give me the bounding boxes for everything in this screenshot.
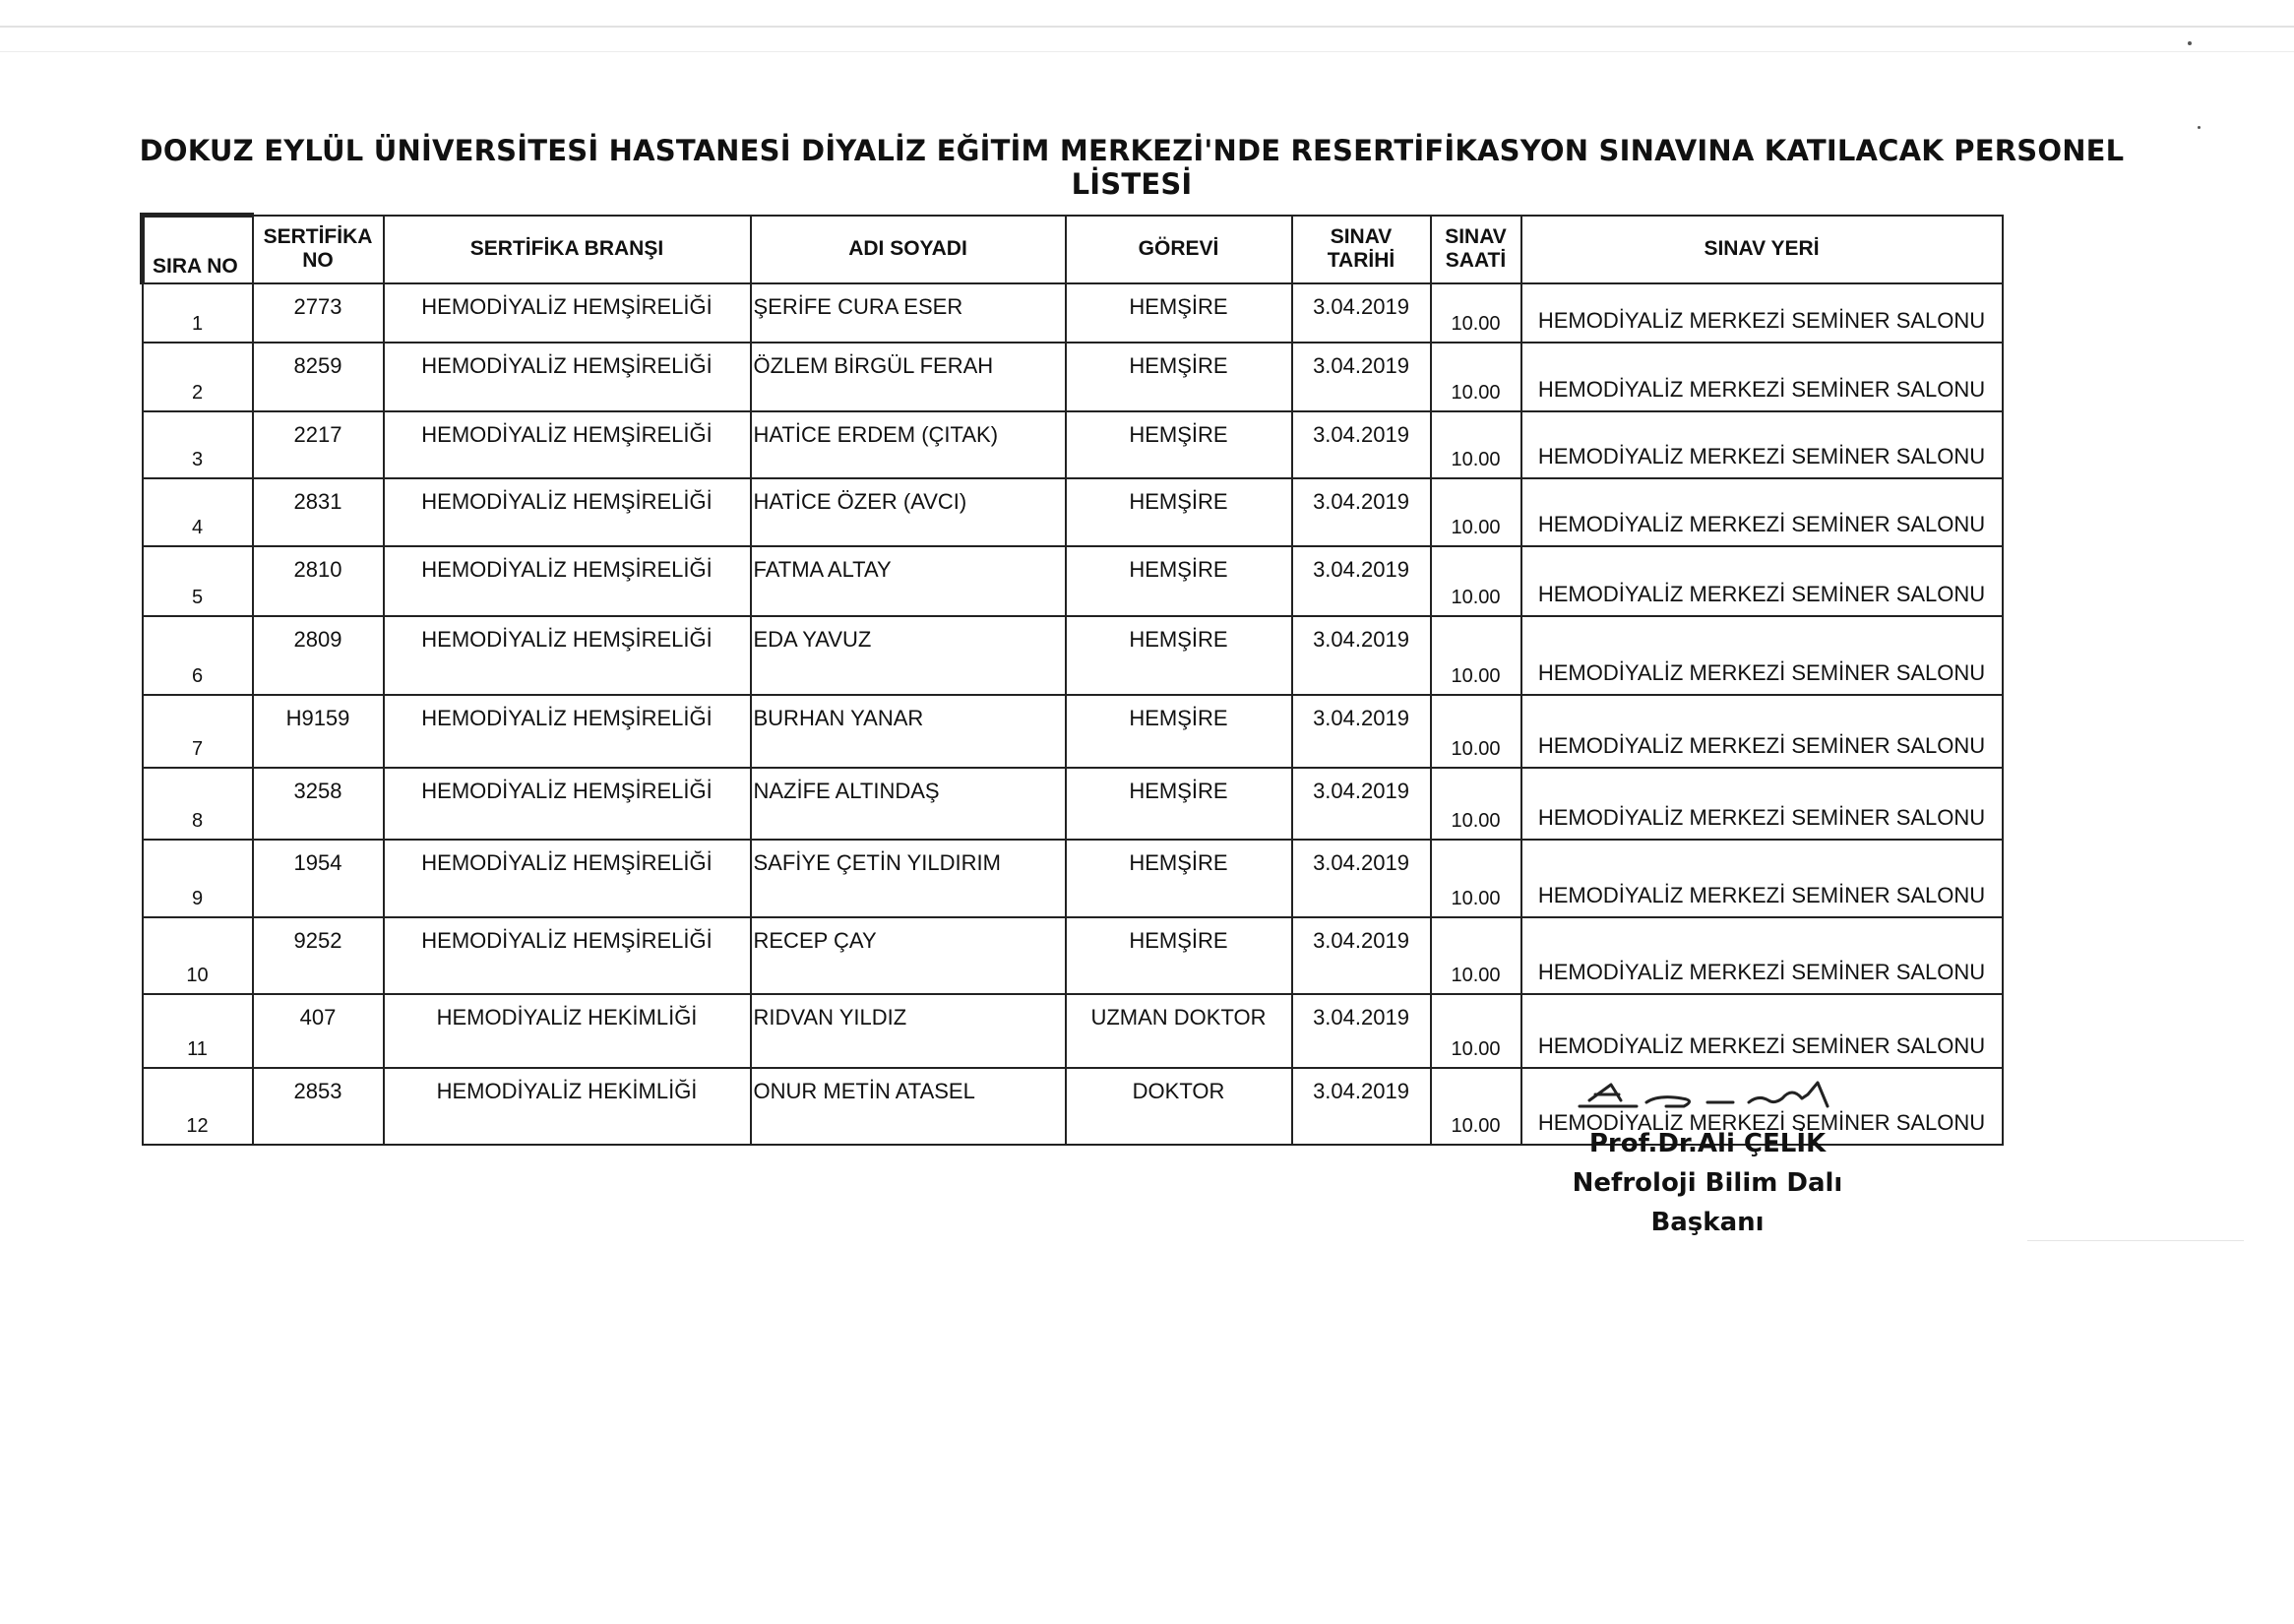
cell-gorevi: HEMŞİRE bbox=[1066, 695, 1292, 768]
cell-gorevi: HEMŞİRE bbox=[1066, 283, 1292, 343]
table-row bbox=[143, 283, 2003, 343]
cell-adi-soyadi: HATİCE ÖZER (AVCI) bbox=[751, 478, 1066, 546]
cell-sinav-tarihi: 3.04.2019 bbox=[1292, 616, 1431, 695]
cell-sinav-tarihi: 3.04.2019 bbox=[1292, 411, 1431, 478]
header-sertifika-bransi: SERTİFİKA BRANŞI bbox=[384, 216, 751, 284]
cell-sinav-saati: 10.00 bbox=[1431, 411, 1521, 478]
cell-adi-soyadi: ONUR METİN ATASEL bbox=[751, 1068, 1066, 1145]
header-sertifika-no: SERTİFİKA NO bbox=[253, 216, 384, 284]
signatory-title: Nefroloji Bilim Dalı Başkanı bbox=[1572, 1168, 1843, 1237]
cell-sinav-tarihi: 3.04.2019 bbox=[1292, 695, 1431, 768]
cell-sinav-tarihi: 3.04.2019 bbox=[1292, 768, 1431, 840]
cell-sertifika-no: 2810 bbox=[253, 546, 384, 616]
cell-adi-soyadi: ÖZLEM BİRGÜL FERAH bbox=[751, 343, 1066, 411]
cell-adi-soyadi: BURHAN YANAR bbox=[751, 695, 1066, 768]
cell-gorevi: HEMŞİRE bbox=[1066, 840, 1292, 917]
table-row bbox=[143, 917, 2003, 994]
cell-sertifika-bransi: HEMODİYALİZ HEMŞİRELİĞİ bbox=[384, 840, 751, 917]
cell-sinav-yeri: HEMODİYALİZ MERKEZİ SEMİNER SALONU bbox=[1521, 478, 2003, 546]
cell-sinav-yeri: HEMODİYALİZ MERKEZİ SEMİNER SALONU bbox=[1521, 546, 2003, 616]
cell-sinav-tarihi: 3.04.2019 bbox=[1292, 917, 1431, 994]
cell-sinav-saati: 10.00 bbox=[1431, 695, 1521, 768]
cell-sinav-saati: 10.00 bbox=[1431, 994, 1521, 1068]
cell-sinav-saati: 10.00 bbox=[1431, 343, 1521, 411]
cell-sertifika-bransi: HEMODİYALİZ HEMŞİRELİĞİ bbox=[384, 411, 751, 478]
cell-sinav-saati: 10.00 bbox=[1431, 283, 1521, 343]
cell-adi-soyadi: RECEP ÇAY bbox=[751, 917, 1066, 994]
cell-sinav-saati: 10.00 bbox=[1431, 616, 1521, 695]
cell-sira-no: 11 bbox=[143, 994, 253, 1068]
cell-adi-soyadi: ŞERİFE CURA ESER bbox=[751, 283, 1066, 343]
personnel-table-container bbox=[140, 213, 2004, 1146]
cell-sinav-tarihi: 3.04.2019 bbox=[1292, 546, 1431, 616]
table-row bbox=[143, 411, 2003, 478]
cell-sinav-yeri: HEMODİYALİZ MERKEZİ SEMİNER SALONU bbox=[1521, 411, 2003, 478]
cell-sinav-yeri: HEMODİYALİZ MERKEZİ SEMİNER SALONU bbox=[1521, 343, 2003, 411]
table-row bbox=[143, 546, 2003, 616]
cell-gorevi: HEMŞİRE bbox=[1066, 768, 1292, 840]
table-row bbox=[143, 994, 2003, 1068]
header-sinav-tarihi: SINAV TARİHİ bbox=[1292, 216, 1431, 284]
table-row bbox=[143, 478, 2003, 546]
cell-sertifika-bransi: HEMODİYALİZ HEMŞİRELİĞİ bbox=[384, 283, 751, 343]
table-row bbox=[143, 840, 2003, 917]
scan-speck bbox=[2188, 41, 2192, 45]
cell-sira-no: 6 bbox=[143, 616, 253, 695]
cell-sertifika-no: 2809 bbox=[253, 616, 384, 695]
cell-sertifika-no: 2853 bbox=[253, 1068, 384, 1145]
cell-sira-no: 2 bbox=[143, 343, 253, 411]
cell-sinav-tarihi: 3.04.2019 bbox=[1292, 343, 1431, 411]
cell-sira-no: 10 bbox=[143, 917, 253, 994]
header-sinav-yeri: SINAV YERİ bbox=[1521, 216, 2003, 284]
cell-sertifika-bransi: HEMODİYALİZ HEMŞİRELİĞİ bbox=[384, 478, 751, 546]
signatory-name: Prof.Dr.Ali ÇELİK bbox=[1588, 1129, 1827, 1158]
cell-sira-no: 12 bbox=[143, 1068, 253, 1145]
cell-adi-soyadi: NAZİFE ALTINDAŞ bbox=[751, 768, 1066, 840]
personnel-table bbox=[140, 213, 2004, 1146]
cell-sira-no: 9 bbox=[143, 840, 253, 917]
cell-sinav-yeri: HEMODİYALİZ MERKEZİ SEMİNER SALONU bbox=[1521, 994, 2003, 1068]
scan-artifact-line bbox=[2027, 1240, 2244, 1241]
header-adi-soyadi: ADI SOYADI bbox=[751, 216, 1066, 284]
cell-adi-soyadi: HATİCE ERDEM (ÇITAK) bbox=[751, 411, 1066, 478]
cell-sertifika-bransi: HEMODİYALİZ HEMŞİRELİĞİ bbox=[384, 768, 751, 840]
cell-adi-soyadi: RIDVAN YILDIZ bbox=[751, 994, 1066, 1068]
cell-gorevi: UZMAN DOKTOR bbox=[1066, 994, 1292, 1068]
cell-adi-soyadi: FATMA ALTAY bbox=[751, 546, 1066, 616]
cell-sertifika-no: H9159 bbox=[253, 695, 384, 768]
cell-sertifika-bransi: HEMODİYALİZ HEMŞİRELİĞİ bbox=[384, 695, 751, 768]
cell-sinav-yeri: HEMODİYALİZ MERKEZİ SEMİNER SALONU bbox=[1521, 768, 2003, 840]
cell-sertifika-bransi: HEMODİYALİZ HEKİMLİĞİ bbox=[384, 994, 751, 1068]
cell-sertifika-no: 8259 bbox=[253, 343, 384, 411]
cell-sira-no: 1 bbox=[143, 283, 253, 343]
cell-sinav-saati: 10.00 bbox=[1431, 546, 1521, 616]
table-row bbox=[143, 616, 2003, 695]
cell-sinav-saati: 10.00 bbox=[1431, 840, 1521, 917]
cell-sertifika-bransi: HEMODİYALİZ HEMŞİRELİĞİ bbox=[384, 343, 751, 411]
cell-sira-no: 3 bbox=[143, 411, 253, 478]
cell-sinav-saati: 10.00 bbox=[1431, 478, 1521, 546]
cell-sira-no: 8 bbox=[143, 768, 253, 840]
handwritten-signature bbox=[1560, 1069, 1855, 1114]
cell-sertifika-no: 2831 bbox=[253, 478, 384, 546]
cell-sertifika-bransi: HEMODİYALİZ HEMŞİRELİĞİ bbox=[384, 546, 751, 616]
header-sinav-saati: SINAV SAATİ bbox=[1431, 216, 1521, 284]
cell-sertifika-no: 9252 bbox=[253, 917, 384, 994]
cell-sertifika-no: 2217 bbox=[253, 411, 384, 478]
document-title: DOKUZ EYLÜL ÜNİVERSİTESİ HASTANESİ DİYALİZ EĞİTİM MERKEZİ'NDE RESERTİFİKASYON SINAVINA KATILACAK PERSONEL LİSTESİ bbox=[139, 134, 2125, 201]
cell-sinav-saati: 10.00 bbox=[1431, 1068, 1521, 1145]
cell-adi-soyadi: SAFİYE ÇETİN YILDIRIM bbox=[751, 840, 1066, 917]
cell-sertifika-bransi: HEMODİYALİZ HEKİMLİĞİ bbox=[384, 1068, 751, 1145]
cell-sertifika-bransi: HEMODİYALİZ HEMŞİRELİĞİ bbox=[384, 917, 751, 994]
table-row bbox=[143, 695, 2003, 768]
cell-sinav-saati: 10.00 bbox=[1431, 768, 1521, 840]
scan-artifact-line bbox=[0, 26, 2294, 28]
cell-sertifika-no: 3258 bbox=[253, 768, 384, 840]
signature-block bbox=[1520, 1069, 1894, 1242]
cell-gorevi: HEMŞİRE bbox=[1066, 478, 1292, 546]
header-gorevi: GÖREVİ bbox=[1066, 216, 1292, 284]
cell-sinav-yeri: HEMODİYALİZ MERKEZİ SEMİNER SALONU bbox=[1521, 840, 2003, 917]
cell-sira-no: 4 bbox=[143, 478, 253, 546]
cell-sertifika-no: 1954 bbox=[253, 840, 384, 917]
cell-sinav-tarihi: 3.04.2019 bbox=[1292, 1068, 1431, 1145]
cell-gorevi: HEMŞİRE bbox=[1066, 546, 1292, 616]
header-sira-no: SIRA NO bbox=[143, 216, 253, 284]
cell-gorevi: DOKTOR bbox=[1066, 1068, 1292, 1145]
table-row bbox=[143, 768, 2003, 840]
cell-adi-soyadi: EDA YAVUZ bbox=[751, 616, 1066, 695]
table-row bbox=[143, 343, 2003, 411]
cell-gorevi: HEMŞİRE bbox=[1066, 917, 1292, 994]
cell-sertifika-no: 407 bbox=[253, 994, 384, 1068]
cell-gorevi: HEMŞİRE bbox=[1066, 343, 1292, 411]
table-body bbox=[143, 283, 2003, 1145]
cell-sinav-tarihi: 3.04.2019 bbox=[1292, 994, 1431, 1068]
cell-sinav-yeri: HEMODİYALİZ MERKEZİ SEMİNER SALONU bbox=[1521, 1068, 2003, 1145]
cell-sinav-tarihi: 3.04.2019 bbox=[1292, 283, 1431, 343]
scan-speck bbox=[2198, 126, 2201, 129]
cell-gorevi: HEMŞİRE bbox=[1066, 616, 1292, 695]
cell-sinav-yeri: HEMODİYALİZ MERKEZİ SEMİNER SALONU bbox=[1521, 917, 2003, 994]
cell-sinav-saati: 10.00 bbox=[1431, 917, 1521, 994]
cell-sinav-tarihi: 3.04.2019 bbox=[1292, 840, 1431, 917]
cell-sinav-yeri: HEMODİYALİZ MERKEZİ SEMİNER SALONU bbox=[1521, 283, 2003, 343]
cell-sinav-tarihi: 3.04.2019 bbox=[1292, 478, 1431, 546]
cell-sinav-yeri: HEMODİYALİZ MERKEZİ SEMİNER SALONU bbox=[1521, 695, 2003, 768]
cell-gorevi: HEMŞİRE bbox=[1066, 411, 1292, 478]
table-header-row bbox=[143, 216, 2003, 284]
cell-sira-no: 7 bbox=[143, 695, 253, 768]
cell-sertifika-bransi: HEMODİYALİZ HEMŞİRELİĞİ bbox=[384, 616, 751, 695]
cell-sira-no: 5 bbox=[143, 546, 253, 616]
scan-artifact-line bbox=[0, 51, 2294, 52]
cell-sertifika-no: 2773 bbox=[253, 283, 384, 343]
cell-sinav-yeri: HEMODİYALİZ MERKEZİ SEMİNER SALONU bbox=[1521, 616, 2003, 695]
